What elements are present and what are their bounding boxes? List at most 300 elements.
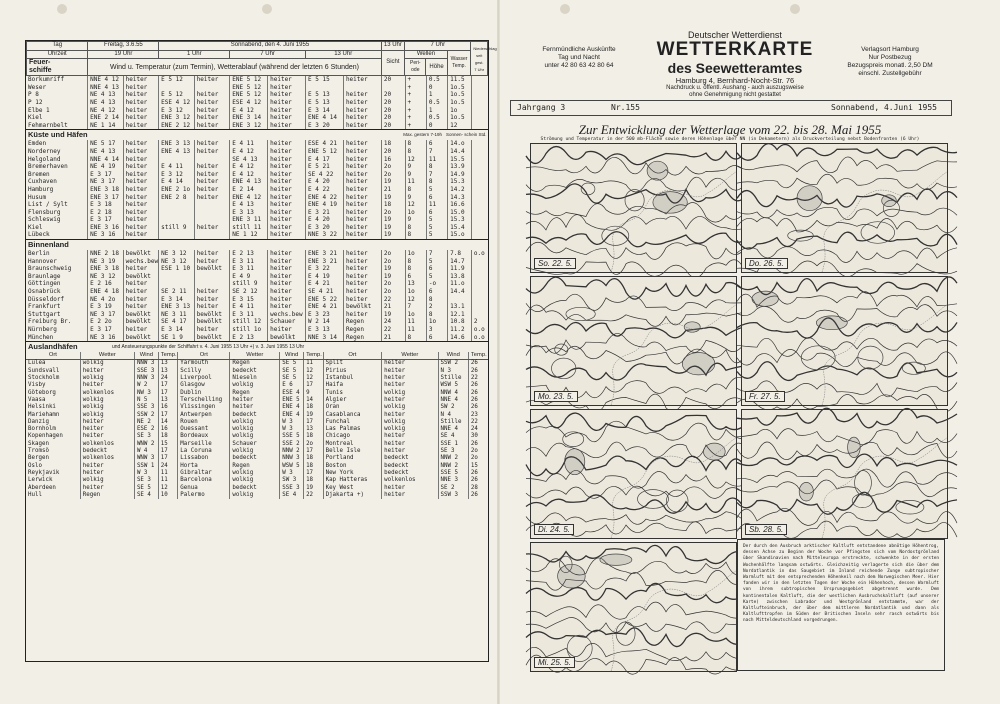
hour-label: 13 Uhr: [305, 50, 381, 59]
table-cell: 24: [468, 426, 488, 433]
table-cell: bewölkt: [194, 311, 230, 319]
table-cell: 5: [426, 273, 447, 281]
station-name: Bremen: [28, 170, 50, 178]
table-cell: [159, 280, 195, 288]
table-cell: NNE 3 22: [306, 231, 344, 239]
table-cell: Oran: [323, 404, 382, 411]
table-cell: E 3 20: [306, 122, 344, 130]
table-row: [26, 258, 488, 266]
address: Hamburg 4, Bernhard-Nocht-Str. 76: [675, 76, 795, 85]
table-cell: heiter: [382, 375, 438, 382]
table-cell: 11: [158, 477, 178, 484]
table-cell: SE 3: [134, 433, 158, 440]
table-cell: 7: [426, 148, 447, 156]
table-cell: NW 3: [134, 390, 158, 397]
table-cell: 9: [405, 216, 426, 224]
publisher-line: Nur Postbezug: [868, 54, 912, 61]
column-header: Temp.: [158, 352, 178, 360]
table-cell: heiter: [343, 265, 381, 273]
table-cell: heiter: [194, 288, 230, 296]
table-cell: [471, 280, 488, 288]
table-cell: 17: [158, 382, 178, 389]
isobar-line: [737, 492, 957, 514]
pressure-cell: [752, 291, 778, 306]
table-cell: bedeckt: [80, 448, 134, 455]
table-cell: 6: [426, 288, 447, 296]
table-cell: wolkig: [382, 404, 438, 411]
table-cell: heiter: [194, 186, 230, 194]
table-cell: 0.5: [426, 99, 447, 107]
table-cell: 19: [381, 178, 405, 186]
table-cell: [471, 258, 488, 266]
table-cell: 17: [158, 455, 178, 462]
table-cell: heiter: [382, 485, 438, 492]
table-cell: +: [405, 91, 426, 99]
table-cell: 2o: [381, 280, 405, 288]
publisher-line: einschl. Zustellgebühr: [858, 70, 922, 77]
pressure-cell: [858, 346, 883, 369]
table-cell: wolkig: [230, 433, 280, 440]
table-cell: SSE 3: [134, 368, 158, 375]
table-cell: heiter: [382, 448, 438, 455]
table-cell: E 4 19: [306, 273, 344, 281]
table-cell: 10: [158, 492, 178, 499]
table-row: [26, 84, 488, 92]
table-cell: 1o: [405, 311, 426, 319]
table-row: [26, 91, 488, 99]
table-cell: 2o: [468, 455, 488, 462]
table-cell: heiter: [194, 107, 230, 115]
column-header: Temp.: [304, 352, 324, 360]
table-cell: heiter: [343, 231, 381, 239]
table-cell: Haifa: [323, 382, 382, 389]
table-cell: 22: [381, 326, 405, 334]
table-cell: Regen: [230, 360, 280, 368]
table-cell: ENE 5 12: [306, 148, 344, 156]
table-row: [26, 186, 488, 194]
table-cell: Barcelona: [178, 477, 230, 484]
table-cell: 12: [304, 375, 324, 382]
table-cell: [471, 311, 488, 319]
table-cell: heiter: [343, 140, 381, 148]
table-row: [26, 296, 488, 304]
map-date-label: Mo. 23. 5.: [534, 391, 578, 402]
table-cell: NNE 2 18: [88, 250, 124, 258]
table-cell: Rouen: [178, 419, 230, 426]
table-cell: SSE 5: [438, 470, 468, 477]
table-cell: NE 1 12: [230, 231, 268, 239]
station-name: Vaasa: [28, 396, 46, 403]
table-cell: [343, 84, 381, 92]
table-cell: ENE 2 8: [159, 194, 195, 202]
isobar-line: [526, 470, 746, 488]
table-row: [26, 463, 488, 470]
table-cell: E 4 11: [159, 163, 195, 171]
table-cell: [194, 280, 230, 288]
table-row: [26, 433, 488, 440]
table-cell: still 9: [230, 280, 268, 288]
table-cell: N 4: [438, 412, 468, 419]
table-cell: wolkenlos: [80, 441, 134, 448]
table-cell: 11.5: [448, 76, 472, 84]
table-cell: 11: [426, 156, 447, 164]
table-cell: 26: [468, 470, 488, 477]
table-cell: heiter: [343, 107, 381, 115]
table-cell: heiter: [123, 122, 159, 130]
table-cell: NNE 4: [438, 397, 468, 404]
table-cell: heiter: [194, 114, 230, 122]
station-name: Bergen: [28, 455, 49, 462]
table-cell: Nieseln: [230, 375, 280, 382]
table-cell: E 3 15: [230, 296, 268, 304]
table-cell: E 3 18: [88, 201, 124, 209]
table-cell: heiter: [194, 326, 230, 334]
table-cell: heiter: [123, 114, 159, 122]
table-row: [26, 375, 488, 382]
table-cell: E 4 12: [230, 107, 268, 115]
table-cell: [471, 265, 488, 273]
table-cell: wolkig: [230, 492, 280, 499]
table-cell: [194, 216, 230, 224]
table-cell: 17: [158, 390, 178, 397]
table-cell: [471, 140, 488, 148]
table-cell: E 4 12: [230, 148, 268, 156]
sunshine-label: Sonnen- schein Std.: [444, 130, 488, 141]
table-cell: 2o: [381, 288, 405, 296]
table-cell: heiter: [268, 273, 306, 281]
table-cell: 13: [158, 397, 178, 404]
lightships-table: [26, 76, 488, 129]
table-cell: 8: [405, 186, 426, 194]
table-cell: [471, 122, 488, 130]
lightships-label: Feuer- schiffe: [27, 59, 88, 76]
table-cell: [471, 224, 488, 232]
table-cell: Regen: [343, 326, 381, 334]
table-cell: 13: [405, 280, 426, 288]
table-cell: +: [405, 99, 426, 107]
table-cell: Marseille: [178, 441, 230, 448]
isobar-line: [737, 189, 957, 207]
table-cell: Yarmouth: [178, 360, 230, 368]
table-cell: 14.o: [448, 140, 472, 148]
table-cell: bewölkt: [123, 273, 159, 281]
table-cell: heiter: [268, 216, 306, 224]
org-name: Deutscher Wetterdienst: [688, 30, 782, 40]
phone-line: Fernmündliche Auskünfte: [542, 46, 616, 53]
column-header: Ort: [323, 352, 382, 360]
table-cell: bewölkt: [194, 318, 230, 326]
table-cell: 19: [304, 485, 324, 492]
table-cell: bewölkt: [194, 265, 230, 273]
table-cell: heiter: [194, 171, 230, 179]
table-cell: ENE 3 16: [88, 224, 124, 232]
table-cell: [471, 76, 488, 84]
issue-strip: [510, 100, 952, 116]
punch-hole: [262, 4, 272, 14]
station-name: Weser: [28, 83, 47, 91]
table-cell: 12: [405, 201, 426, 209]
table-cell: heiter: [343, 156, 381, 164]
table-cell: ENE 3 14: [230, 114, 268, 122]
section-note: und Ansteuerungspunkte der Schiffahrt v. 4. Juni 1955 13 Uhr +) v. 3. Juni 1955 13 Uhr: [110, 342, 488, 353]
table-cell: 16: [158, 426, 178, 433]
table-row: [26, 448, 488, 455]
table-cell: wolkig: [80, 397, 134, 404]
table-cell: bewölkt: [343, 303, 381, 311]
precip-label: Niederschlag seit gest. 7 Uhr: [471, 42, 488, 76]
table-row: [26, 250, 488, 258]
table-cell: [471, 296, 488, 304]
weather-map: [741, 409, 948, 539]
table-cell: E 5 21: [306, 163, 344, 171]
isobar-line: [737, 232, 957, 249]
table-cell: SSE 2: [280, 441, 304, 448]
table-cell: 2: [426, 303, 447, 311]
isobar-line: [526, 495, 746, 513]
isobar-line: [737, 480, 957, 497]
table-cell: 14.7: [448, 258, 472, 266]
table-cell: 19: [381, 216, 405, 224]
table-cell: ENE 5 12: [230, 91, 268, 99]
isobar-line: [526, 628, 746, 647]
table-cell: SSW 2: [134, 412, 158, 419]
station-name: Lübeck: [28, 231, 50, 239]
table-cell: NE 2: [134, 419, 158, 426]
station-name: Sundsvall: [28, 367, 60, 374]
table-cell: ENE 3 13: [159, 303, 195, 311]
table-cell: [306, 84, 344, 92]
isobar-line: [526, 583, 746, 602]
table-row: [26, 311, 488, 319]
pressure-cell: [565, 449, 585, 475]
table-cell: heiter: [268, 303, 306, 311]
issue-date: Sonnabend, 4.Juni 1955: [831, 103, 937, 112]
table-cell: bedeckt: [382, 470, 438, 477]
table-cell: heiter: [194, 224, 230, 232]
station-name: Hannover: [28, 257, 57, 265]
table-cell: SSW 2: [438, 360, 468, 368]
observation-tables: [25, 40, 497, 662]
table-header: [26, 41, 497, 76]
table-cell: wolkig: [382, 390, 438, 397]
hour-label: 7 Uhr: [405, 42, 471, 51]
column-header: Temp.: [468, 352, 488, 360]
table-cell: 2o: [381, 163, 405, 171]
table-cell: NE 3 17: [88, 311, 124, 319]
table-cell: heiter: [268, 107, 306, 115]
table-cell: heiter: [123, 148, 159, 156]
table-cell: 6: [426, 209, 447, 217]
weather-map: [530, 542, 737, 672]
station-name: München: [28, 333, 54, 341]
table-cell: 15.4: [448, 224, 472, 232]
table-cell: Regen: [230, 390, 280, 397]
table-cell: heiter: [382, 433, 438, 440]
table-cell: heiter: [123, 99, 159, 107]
table-cell: wolkenlos: [80, 455, 134, 462]
table-cell: 13: [158, 368, 178, 375]
table-cell: 1o.5: [448, 114, 472, 122]
table-cell: WNW 3: [134, 455, 158, 462]
day2-label: Sonnabend, den 4. Juni 1955: [159, 42, 381, 51]
table-cell: 8: [405, 148, 426, 156]
table-cell: heiter: [268, 76, 306, 84]
table-cell: heiter: [268, 258, 306, 266]
coastline: [611, 305, 736, 405]
table-cell: heiter: [194, 148, 230, 156]
table-cell: heiter: [194, 194, 230, 202]
table-cell: WSW 5: [280, 463, 304, 470]
isobar-line: [526, 545, 746, 563]
table-cell: heiter: [343, 296, 381, 304]
column-header: Wetter: [80, 352, 134, 360]
weather-map: [741, 143, 948, 273]
table-cell: heiter: [343, 114, 381, 122]
station-name: Emden: [28, 140, 47, 148]
map-date-label: So. 22. 5.: [534, 258, 576, 269]
column-header: Wetter: [382, 352, 438, 360]
table-cell: heiter: [194, 163, 230, 171]
table-cell: wolkenlos: [80, 390, 134, 397]
table-row: [26, 231, 488, 239]
table-cell: heiter: [382, 382, 438, 389]
day1-label: Freitag, 3.6.55: [88, 42, 159, 51]
table-cell: WSW 5: [438, 382, 468, 389]
station-name: Kopenhagen: [28, 433, 63, 440]
table-cell: still 12: [230, 318, 268, 326]
table-cell: 7: [426, 171, 447, 179]
table-cell: ENE 3 21: [306, 250, 344, 258]
table-cell: 20: [381, 99, 405, 107]
table-cell: 8: [405, 334, 426, 342]
station-name: Stockholm: [28, 375, 60, 382]
table-cell: [471, 273, 488, 281]
pressure-cell: [666, 490, 688, 512]
table-cell: Tunis: [323, 390, 382, 397]
station-name: Freiburg Br.: [28, 318, 72, 326]
table-cell: E 3 17: [88, 326, 124, 334]
table-cell: 14.4: [448, 288, 472, 296]
station-name: P 8: [28, 91, 39, 99]
table-cell: [159, 84, 195, 92]
table-cell: heiter: [343, 201, 381, 209]
table-cell: ENE 3 13: [159, 140, 195, 148]
table-cell: 0: [426, 122, 447, 130]
station-name: Osnabrück: [28, 288, 61, 296]
table-cell: heiter: [194, 250, 230, 258]
table-cell: heiter: [268, 224, 306, 232]
table-cell: bedeckt: [230, 412, 280, 419]
table-cell: 8: [405, 224, 426, 232]
table-cell: SW 3: [280, 477, 304, 484]
table-cell: ENE 4 22: [306, 194, 344, 202]
table-cell: heiter: [123, 216, 159, 224]
table-cell: NNW 3: [134, 375, 158, 382]
table-cell: 18: [304, 404, 324, 411]
table-cell: ESE 2: [134, 426, 158, 433]
wind-temp-label: Wind u. Temperatur (zum Termin), Wetterablauf (während der letzten 6 Stunden): [88, 59, 381, 76]
isobar-line: [526, 232, 746, 247]
station-name: Schleswig: [28, 216, 61, 224]
isobar-line: [737, 508, 957, 525]
table-row: [26, 360, 488, 368]
table-cell: 11.o: [448, 280, 472, 288]
table-cell: heiter: [194, 91, 230, 99]
table-row: [26, 224, 488, 232]
table-cell: 21: [381, 303, 405, 311]
table-cell: E 4 14: [159, 178, 195, 186]
station-name: Flensburg: [28, 208, 61, 216]
table-cell: [471, 201, 488, 209]
table-cell: [471, 91, 488, 99]
table-cell: NE 4 12: [88, 107, 124, 115]
table-cell: 11: [426, 201, 447, 209]
reprint-notice: ohne Genehmigung nicht gestattet: [689, 92, 781, 98]
table-cell: heiter: [268, 122, 306, 130]
table-cell: NE 4 2o: [88, 296, 124, 304]
table-cell: wolkig: [230, 477, 280, 484]
table-cell: 9: [405, 163, 426, 171]
table-cell: bedeckt: [382, 463, 438, 470]
table-cell: heiter: [343, 122, 381, 130]
table-cell: [194, 209, 230, 217]
table-cell: heiter: [80, 426, 134, 433]
station-name: Hull: [28, 491, 42, 498]
table-cell: 23: [468, 412, 488, 419]
hour-label: 13 Uhr: [381, 42, 405, 51]
column-header: Ort: [26, 352, 80, 360]
weather-map: [530, 143, 737, 273]
table-cell: heiter: [268, 194, 306, 202]
table-row: [26, 390, 488, 397]
table-cell: bedeckt: [230, 455, 280, 462]
table-cell: E 4 20: [306, 178, 344, 186]
hour-label: 19 Uhr: [88, 50, 159, 59]
table-cell: ENE 4: [280, 404, 304, 411]
table-cell: heiter: [123, 303, 159, 311]
table-cell: 1: [426, 107, 447, 115]
table-cell: heiter: [268, 91, 306, 99]
isobar-line: [737, 174, 957, 189]
table-cell: E 5 12: [159, 76, 195, 84]
station-name: Skagen: [28, 440, 49, 447]
table-cell: wolkig: [80, 360, 134, 368]
table-cell: [448, 296, 472, 304]
abroad-table: [26, 352, 488, 499]
table-cell: 22: [468, 419, 488, 426]
table-cell: +: [405, 122, 426, 130]
table-cell: 8: [426, 163, 447, 171]
table-cell: SE 4: [280, 492, 304, 499]
table-cell: E 4 11: [230, 140, 268, 148]
table-cell: -o: [426, 280, 447, 288]
pressure-cell: [563, 432, 584, 447]
table-cell: 19: [381, 224, 405, 232]
table-cell: 8: [405, 140, 426, 148]
table-cell: [194, 201, 230, 209]
table-cell: +: [405, 114, 426, 122]
inland-table: [26, 250, 488, 341]
table-cell: E 2 13: [230, 250, 268, 258]
table-cell: 18: [381, 201, 405, 209]
table-cell: ESE 4 21: [306, 140, 344, 148]
table-cell: 2o: [381, 258, 405, 266]
station-name: Frankfurt: [28, 303, 61, 311]
isobar-line: [526, 147, 746, 165]
station-name: Elbe 1: [28, 106, 50, 114]
pressure-cell: [861, 222, 895, 244]
table-cell: 20: [381, 107, 405, 115]
